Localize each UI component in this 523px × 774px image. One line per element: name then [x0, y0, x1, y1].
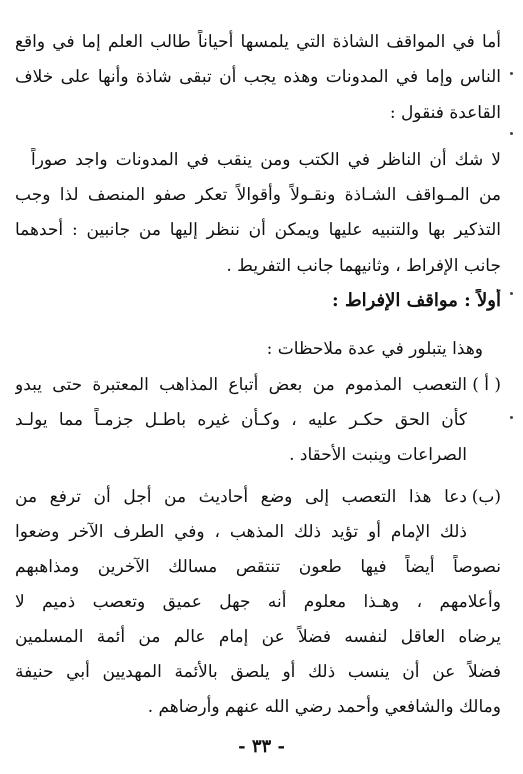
paragraph-b-line-6: فضلاً عن أن ينسب ذلك أو يلصق بالأئمة المهديين أبي حنيفة — [15, 662, 501, 682]
margin-speck — [510, 132, 513, 135]
intro-line: وهذا يتبلور في عدة ملاحظات : — [266, 339, 483, 359]
paragraph-1-line-2: الناس وإما في المدونات وهذه يجب أن تبقى شاذة وأنها على خلاف — [15, 67, 501, 87]
margin-speck — [510, 292, 513, 295]
item-a-line-2: كأن الحق حكـر عليه ، وكـأن غيره باطـل جزمـاً مما يولـد — [15, 410, 467, 430]
margin-speck — [510, 72, 513, 75]
page-number: - ٣٣ - — [238, 736, 285, 757]
item-b-line-2: ذلك الإمام أو تؤيد ذلك المذهب ، وفي الطرف الآخر وضعوا — [15, 522, 467, 542]
paragraph-b-line-3: نصوصاً أيضاً فيها طعون تنتقص مسالك الآخرين ومذاهبهم — [15, 557, 501, 577]
paragraph-2-line-1: لا شك أن الناظر في الكتب ومن ينقب في المدونات واجد صوراً — [31, 150, 501, 170]
section-heading: أولاً : مواقف الإفراط : — [332, 290, 501, 311]
paragraph-1-line-3: القاعدة فنقول : — [389, 103, 501, 123]
item-b-line-1: دعا هذا التعصب إلى وضع أحاديث من أجل أن ترفع من — [15, 487, 467, 507]
paragraph-2-line-4: جانب الإفراط ، وثانيهما جانب التفريط . — [226, 256, 501, 276]
paragraph-b-line-4: وأعلامهم ، وهـذا معلوم أنه جهل عميق وتعصب ذميم لا — [15, 592, 501, 612]
paragraph-b-line-5: يرضاه العاقل لنفسه فضلاً عن إمام عالم من أئمة المسلمين — [15, 627, 501, 647]
item-a-marker: ( أ ) — [472, 375, 501, 395]
margin-speck — [510, 416, 513, 419]
paragraph-2-line-2: من المـواقف الشـاذة ونقـولاً وأقوالاً تعكر صفو المنصف لذا وجب — [15, 185, 501, 205]
item-b-marker: (ب) — [471, 487, 501, 507]
paragraph-b-line-7: ومالك والشافعي وأحمد رضي الله عنهم وأرضاهم . — [147, 697, 501, 717]
paragraph-1-line-1: أما في المواقف الشاذة التي يلمسها أحياناً طالب العلم إما في واقع — [15, 32, 501, 52]
item-a-line-3: الصراعات وينبت الأحقاد . — [289, 445, 467, 465]
paragraph-2-line-3: التذكير بها والتنبيه عليها ويمكن أن ننظر إليها من جانبين : أحدهما — [15, 220, 501, 240]
item-a-line-1: التعصب المذموم من بعض أتباع المذاهب المعتبرة حتى يبدو — [15, 375, 467, 395]
